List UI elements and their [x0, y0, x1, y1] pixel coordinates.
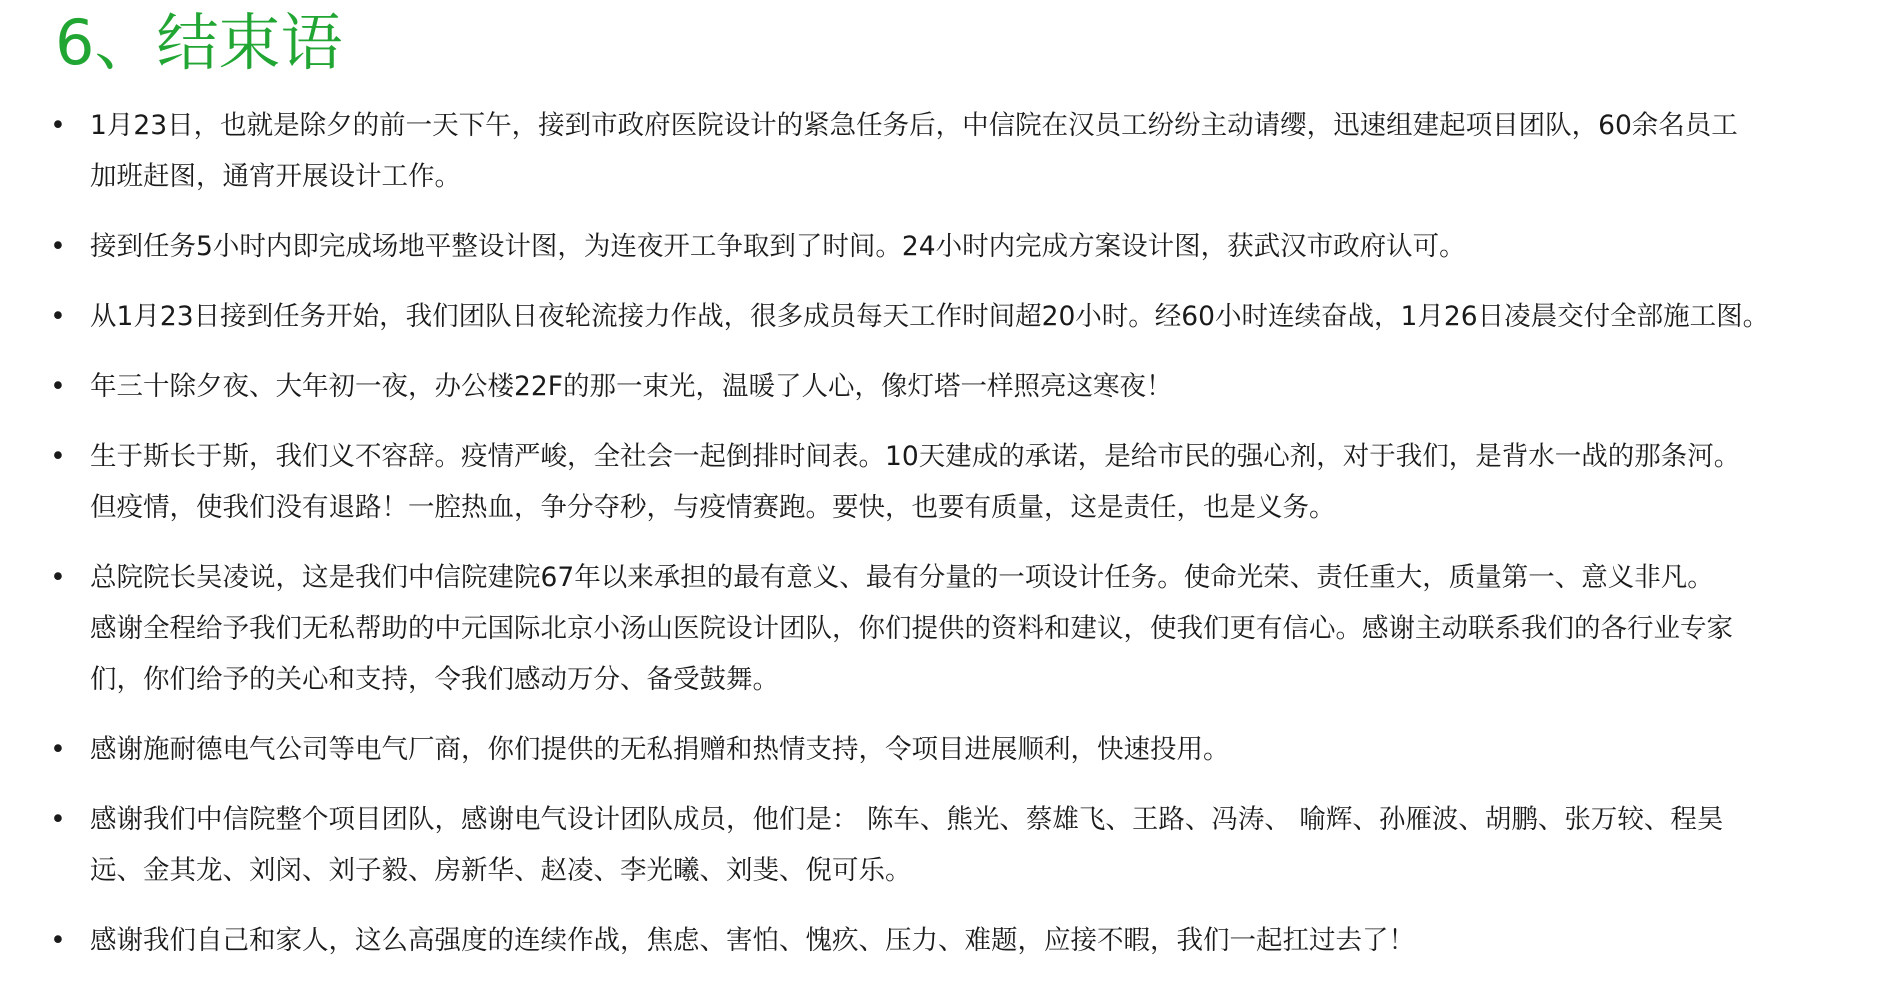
list-item-text-line: 1月23日，也就是除夕的前一天下午，接到市政府医院设计的紧急任务后，中信院在汉员工纷纷主动请缨，迅速组建起项目团队，60余名员工 — [90, 110, 1738, 141]
bullet-icon: • — [50, 925, 66, 956]
bullet-icon: • — [50, 110, 66, 141]
list-item-text-line: 接到任务5小时内即完成场地平整设计图，为连夜开工争取到了时间。24小时内完成方案设计图，获武汉市政府认可。 — [90, 231, 1466, 262]
list-item — [48, 291, 1863, 342]
list-item-text-line: 从1月23日接到任务开始，我们团队日夜轮流接力作战，很多成员每天工作时间超20小时。经60小时连续奋战，1月26日凌晨交付全部施工图。 — [90, 301, 1770, 332]
list-item-text-line: 感谢全程给予我们无私帮助的中元国际北京小汤山医院设计团队，你们提供的资料和建议，使我们更有信心。感谢主动联系我们的各行业专家 — [90, 613, 1733, 644]
bullet-icon: • — [50, 371, 66, 402]
bullet-icon: • — [50, 231, 66, 262]
list-item-text-line: 总院院长吴凌说，这是我们中信院建院67年以来承担的最有意义、最有分量的一项设计任务。使命光荣、责任重大，质量第一、意义非凡。 — [90, 562, 1714, 593]
list-item-text-line: 感谢我们自己和家人，这么高强度的连续作战，焦虑、害怕、愧疚、压力、难题，应接不暇，我们一起扛过去了！ — [90, 925, 1415, 956]
list-item-text-line: 远、金其龙、刘闵、刘子毅、房新华、赵凌、李光曦、刘斐、倪可乐。 — [90, 855, 912, 886]
bullet-icon: • — [50, 301, 66, 332]
list-item-text-line: 年三十除夕夜、大年初一夜，办公楼22F的那一束光，温暖了人心，像灯塔一样照亮这寒夜！ — [90, 371, 1173, 402]
list-item-text-line: 们，你们给予的关心和支持，令我们感动万分、备受鼓舞。 — [90, 664, 779, 695]
list-item-text-line: 生于斯长于斯，我们义不容辞。疫情严峻，全社会一起倒排时间表。10天建成的承诺，是给市民的强心剂，对于我们，是背水一战的那条河。 — [90, 441, 1741, 472]
list-item — [48, 361, 1863, 412]
list-item-text-line: 但疫情，使我们没有退路！一腔热血，争分夺秒，与疫情赛跑。要快，也要有质量，这是责任，也是义务。 — [90, 492, 1336, 523]
list-item — [48, 221, 1863, 272]
bullet-icon: • — [50, 734, 66, 765]
list-item-text-line: 加班赶图，通宵开展设计工作。 — [90, 161, 461, 192]
list-item — [48, 724, 1863, 775]
list-item — [48, 794, 1863, 896]
bullet-icon: • — [50, 441, 66, 472]
bullet-icon: • — [50, 804, 66, 835]
page-title: 6、结束语 — [55, 6, 343, 79]
list-item — [48, 552, 1863, 705]
list-item — [48, 431, 1863, 533]
bullet-list — [48, 100, 1863, 985]
list-item-text-line: 感谢施耐德电气公司等电气厂商，你们提供的无私捐赠和热情支持，令项目进展顺利，快速投用。 — [90, 734, 1230, 765]
list-item — [48, 100, 1863, 202]
list-item-text-line: 感谢我们中信院整个项目团队，感谢电气设计团队成员，他们是： 陈车、熊光、蔡雄飞、王路、冯涛、 喻辉、孙雁波、胡鹏、张万较、程昊 — [90, 804, 1724, 835]
bullet-icon: • — [50, 562, 66, 593]
list-item — [48, 915, 1863, 966]
